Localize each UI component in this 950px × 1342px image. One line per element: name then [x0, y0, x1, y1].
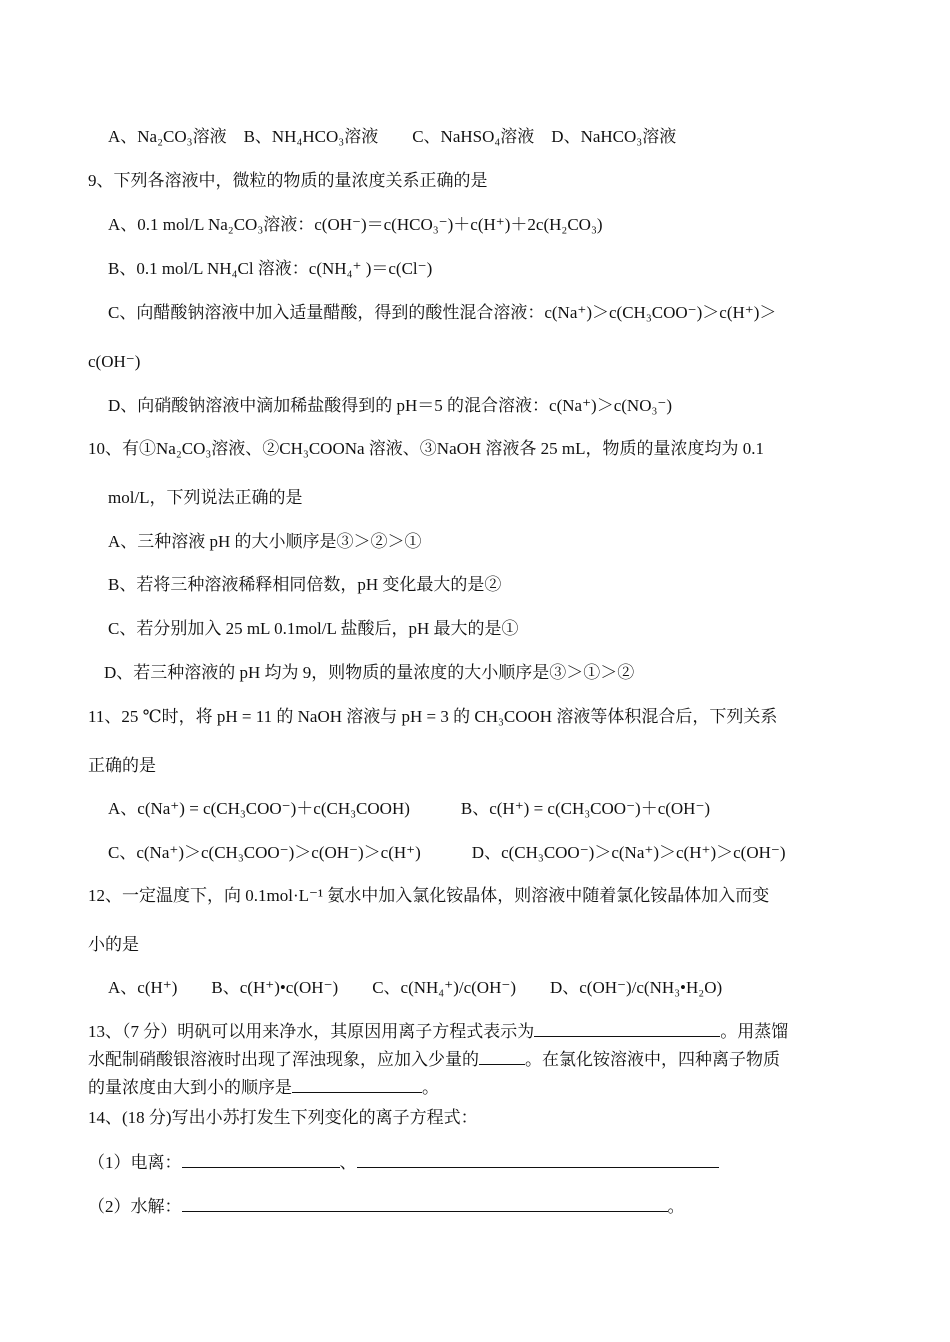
q13-blank-1[interactable]: [534, 1020, 720, 1037]
q14-part-1: （1）电离： 、: [88, 1151, 719, 1174]
question-line-q10-c: C、若分别加入 25 mL 0.1mol/L 盐酸后，pH 最大的是①: [108, 619, 519, 638]
q13-line-2: 水配制硝酸银溶液时出现了浑浊现象，应加入少量的 。在氯化铵溶液中，四种离子物质: [88, 1050, 780, 1069]
question-line-q8-opts: A、Na₂CO₃溶液 B、NH₄HCO₃溶液 C、NaHSO₄溶液 D、NaHCO₃溶液: [108, 127, 677, 146]
question-line-q9-a: A、0.1 mol/L Na₂CO₃溶液：c(OH⁻)＝c(HCO₃⁻)＋c(H⁺)＋2c(H₂CO₃): [108, 215, 603, 234]
q13-line-1: 13、（7 分）明矾可以用来净水，其原因用离子方程式表示为 。用蒸馏: [88, 1022, 789, 1041]
q14-blank-ionization-1[interactable]: [182, 1151, 340, 1168]
q14-blank-ionization-2[interactable]: [357, 1151, 719, 1168]
question-line-q12-opts: A、c(H⁺) B、c(H⁺)•c(OH⁻) C、c(NH₄⁺)/c(OH⁻) D、c(OH⁻)/c(NH₃•H₂O): [108, 978, 723, 997]
question-line-q9-c: C、向醋酸钠溶液中加入适量醋酸，得到的酸性混合溶液：c(Na⁺)＞c(CH₃COO⁻)＞c(H⁺)＞: [108, 303, 777, 322]
question-line-q9-c2: c(OH⁻): [88, 352, 141, 371]
question-line-q10-b: B、若将三种溶液稀释相同倍数，pH 变化最大的是②: [108, 575, 502, 594]
question-line-q11-2: 正确的是: [88, 756, 156, 775]
question-line-q12: 12、一定温度下，向 0.1mol·L⁻¹ 氨水中加入氯化铵晶体，则溶液中随着氯化铵晶体加入而变: [88, 886, 770, 905]
question-line-q9: 9、下列各溶液中，微粒的物质的量浓度关系正确的是: [88, 171, 488, 190]
question-line-q11: 11、25 ℃时，将 pH = 11 的 NaOH 溶液与 pH = 3 的 CH₃COOH 溶液等体积混合后，下列关系: [88, 707, 778, 726]
q14-part-2: （2）水解： 。: [88, 1197, 685, 1216]
question-line-q11-cd: C、c(Na⁺)＞c(CH₃COO⁻)＞c(OH⁻)＞c(H⁺) D、c(CH₃COO⁻)＞c(Na⁺)＞c(H⁺)＞c(OH⁻): [108, 843, 786, 862]
question-line-q9-b: B、0.1 mol/L NH₄Cl 溶液：c(NH₄⁺ )＝c(Cl⁻): [108, 259, 433, 278]
q13-blank-2[interactable]: [479, 1048, 525, 1065]
question-line-q10-d: D、若三种溶液的 pH 均为 9，则物质的量浓度的大小顺序是③＞①＞②: [104, 663, 635, 682]
question-line-q12-2: 小的是: [88, 935, 139, 954]
question-line-q10: 10、有①Na₂CO₃溶液、②CH₃COONa 溶液、③NaOH 溶液各 25 mL，物质的量浓度均为 0.1: [88, 439, 765, 458]
question-line-q10-a: A、三种溶液 pH 的大小顺序是③＞②＞①: [108, 532, 422, 551]
q13-blank-3[interactable]: [292, 1076, 422, 1093]
q14-title: 14、(18 分)写出小苏打发生下列变化的离子方程式：: [88, 1108, 478, 1127]
q14-blank-hydrolysis[interactable]: [182, 1195, 668, 1212]
question-line-q11-ab: A、c(Na⁺) = c(CH₃COO⁻)＋c(CH₃COOH) B、c(H⁺) = c(CH₃COO⁻)＋c(OH⁻): [108, 799, 711, 818]
question-line-q9-d: D、向硝酸钠溶液中滴加稀盐酸得到的 pH＝5 的混合溶液：c(Na⁺)＞c(NO₃⁻): [108, 396, 673, 415]
question-line-q10-2: mol/L，下列说法正确的是: [108, 488, 303, 507]
q13-line-3: 的量浓度由大到小的顺序是 。: [88, 1078, 439, 1097]
